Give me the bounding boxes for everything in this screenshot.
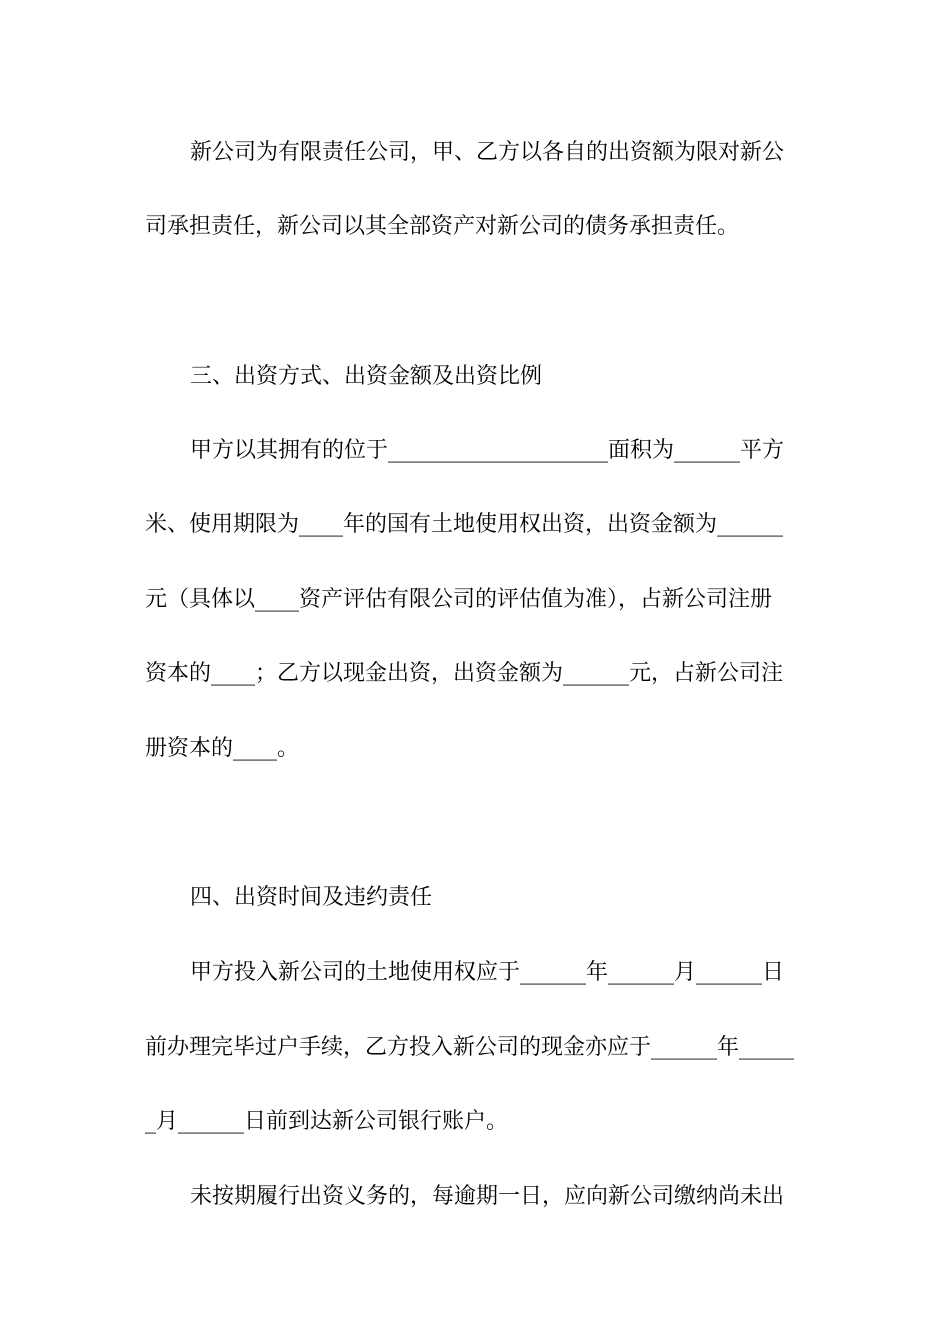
paragraph-line: 司承担责任，新公司以其全部资产对新公司的债务承担责任。: [145, 214, 740, 239]
paragraph-line: 新公司为有限责任公司，甲、乙方以各自的出资额为限对新公: [190, 140, 785, 165]
paragraph-line: 甲方以其拥有的位于____________________面积为______平方: [190, 438, 785, 463]
paragraph-line: _月______日前到达新公司银行账户。: [145, 1109, 509, 1134]
paragraph-line: 前办理完毕过户手续，乙方投入新公司的现金亦应于______年_____: [145, 1035, 795, 1060]
paragraph-line: 资本的____；乙方以现金出资，出资金额为______元，占新公司注: [145, 661, 784, 686]
paragraph-line: 未按期履行出资义务的，每逾期一日，应向新公司缴纳尚未出: [190, 1184, 785, 1209]
paragraph-line: 米、使用期限为____年的国有土地使用权出资，出资金额为______: [145, 512, 784, 537]
paragraph-line: 册资本的____。: [145, 736, 300, 761]
section-heading: 三、出资方式、出资金额及出资比例: [190, 364, 543, 389]
paragraph-line: 甲方投入新公司的土地使用权应于______年______月______日: [190, 960, 785, 985]
section-heading: 四、出资时间及违约责任: [190, 885, 433, 910]
paragraph-line: 元（具体以____资产评估有限公司的评估值为准），占新公司注册: [145, 587, 773, 612]
